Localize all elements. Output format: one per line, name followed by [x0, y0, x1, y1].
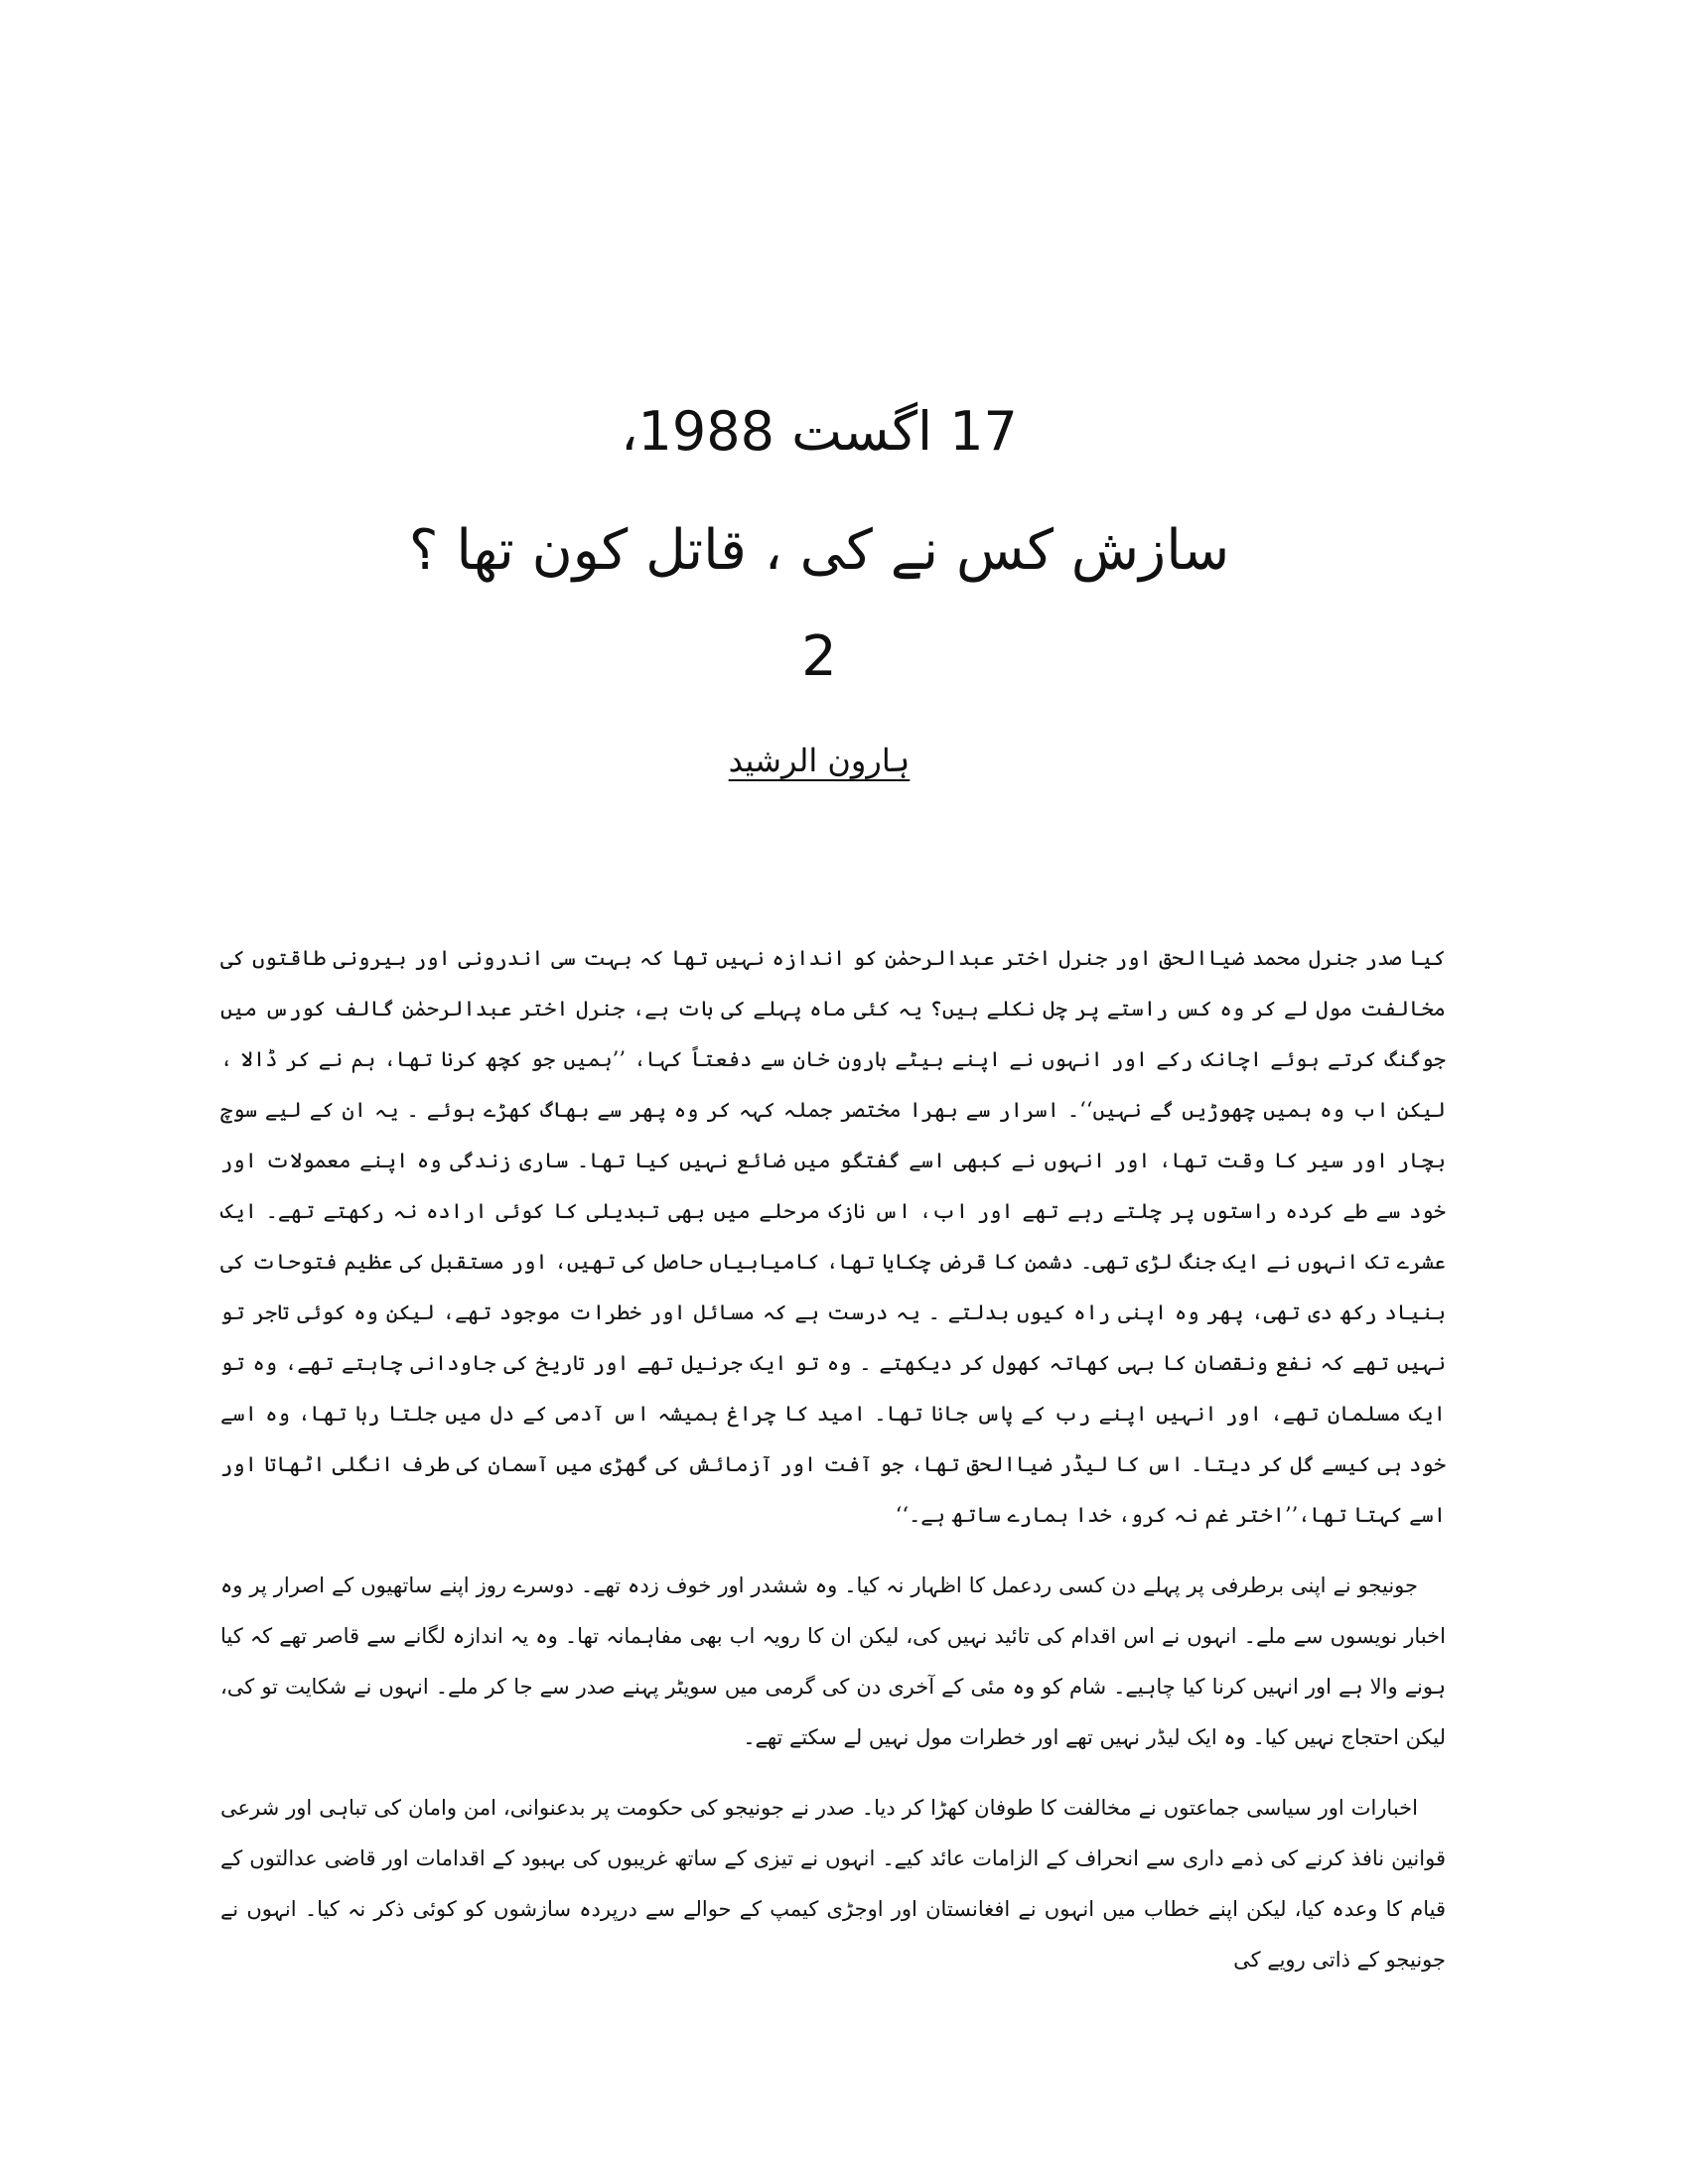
paragraph-2: جونیجو نے اپنی برطرفی پر پہلے دن کسی ردعمل کا اظہار نہ کیا۔ وہ ششدر اور خوف زدہ تھے۔ دوسرے روز اپنے ساتھیوں کے اصرار پر وہ اخبار نویسوں سے ملے۔ انہوں نے اس اقدام کی تائید نہیں کی، لیکن ان کا رویہ اب بھی مفاہمانہ تھا۔ وہ یہ اندازہ لگانے سے قاصر تھے کہ کیا ہونے والا ہے اور انہیں کرنا کیا چاہیے۔ شام کو وہ مئی کے آخری دن کی گرمی میں سویٹر پہنے صدر سے جا کر ملے۔ انہوں نے شکایت تو کی، لیکن احتجاج نہیں کیا۔ وہ ایک لیڈر نہیں تھے اور خطرات مول نہیں لے سکتے تھے۔ [220, 1573, 1446, 1749]
paragraph-3: اخبارات اور سیاسی جماعتوں نے مخالفت کا طوفان کھڑا کر دیا۔ صدر نے جونیجو کی حکومت پر بدعنوانی، امن وامان کی تباہی اور شرعی قوانین نافذ کرنے کی ذمے داری سے انحراف کے الزامات عائد کیے۔ انہوں نے تیزی کے ساتھ غریبوں کی بہبود کے اقدامات اور قاضی عدالتوں کے قیام کا وعدہ کیا، لیکن اپنے خطاب میں انہوں نے افغانستان اور اوجڑی کیمپ کے حوالے سے درپردہ سازشوں کو کوئی ذکر نہ کیا۔ انہوں نے جونیجو کے ذاتی رویے کی [220, 1796, 1446, 1972]
part-number: 2 [801, 624, 837, 689]
title-date-line: 17 اگست 1988، [621, 400, 1018, 463]
author-name: ہارون الرشید [728, 742, 911, 779]
title-question-line: سازش کس نے کی ، قاتل کون تھا ؟ [408, 518, 1230, 583]
article-body [220, 933, 1446, 2005]
author-byline [248, 735, 1390, 786]
paragraph-1: کیا صدر جنرل محمد ضیاالحق اور جنرل اختر عبدالرحمٰن کو اندازہ نہیں تھا کہ بہت سی اندرونی اور بیرونی طاقتوں کی مخالفت مول لے کر وہ کس راستے پر چل نکلے ہیں؟ یہ کئی ماہ پہلے کی بات ہے، جنرل اختر عبدالرحمٰن گالف کورس میں جوگنگ کرتے ہوئے اچانک رکے اور انہوں نے اپنے بیٹے ہارون خان سے دفعتاً کہا، ’’ہمیں جو کچھ کرنا تھا، ہم نے کر ڈالا ، لیکن اب وہ ہمیں چھوڑیں گے نہیں‘‘۔ اسرار سے بھرا مختصر جملہ کہہ کر وہ پھر سے بھاگ کھڑے ہوئے ۔ یہ ان کے لیے سوچ بچار اور سیر کا وقت تھا، اور انہوں نے کبھی اسے گفتگو میں ضائع نہیں کیا تھا۔ ساری زندگی وہ اپنے معمولات اور خود سے طے کردہ راستوں پر چلتے رہے تھے اور اب، اس نازک مرحلے میں بھی تبدیلی کا کوئی ارادہ نہ رکھتے تھے۔ ایک عشرے تک انہوں نے ایک جنگ لڑی تھی۔ دشمن کا قرض چکایا تھا، کامیابیاں حاصل کی تھیں، اور مستقبل کی عظیم فتوحات کی بنیاد رکھ دی تھی، پھر وہ اپنی راہ کیوں بدلتے ۔ یہ درست ہے کہ مسائل اور خطرات موجود تھے، لیکن وہ کوئی تاجر تو نہیں تھے کہ نفع ونقصان کا بہی کھاتہ کھول کر دیکھتے ۔ وہ تو ایک جرنیل تھے اور تاریخ کی جاودانی چاہتے تھے، وہ تو ایک مسلمان تھے، اور انہیں اپنے رب کے پاس جانا تھا۔ امید کا چراغ ہمیشہ اس آدمی کے دل میں جلتا رہا تھا، وہ اسے خود ہی کیسے گل کر دیتا۔ اس کا لیڈر ضیاالحق تھا، جو آفت اور آزمائش کی گھڑی میں آسمان کی طرف انگلی اٹھاتا اور اسے کہتا تھا،’’اختر غم نہ کرو، خدا ہمارے ساتھ ہے۔‘‘ [220, 946, 1446, 1527]
